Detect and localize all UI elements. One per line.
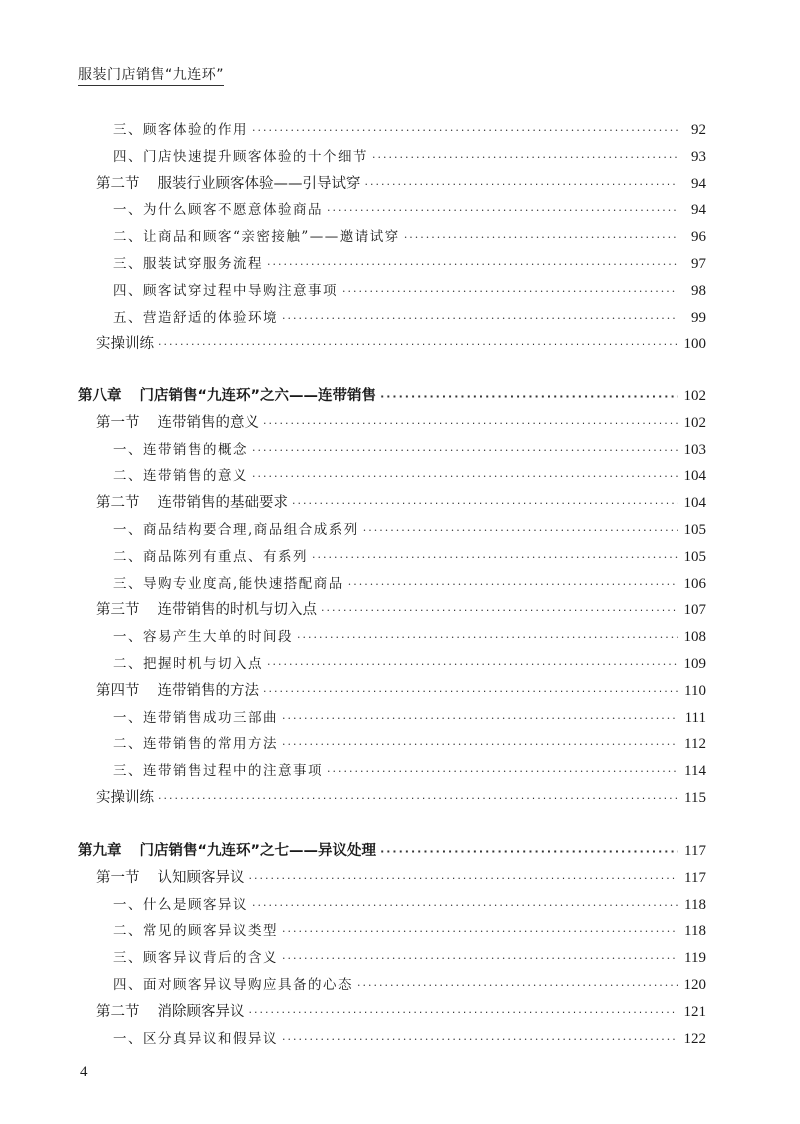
toc-entry-page: 112 (684, 736, 706, 753)
toc-entry-title: 连带销售的意义 (157, 414, 259, 431)
toc-entry-page: 106 (683, 575, 706, 592)
toc-entry-item[interactable] (78, 437, 706, 464)
toc-entry-page: 93 (691, 148, 706, 165)
toc-entry-title: 实操训练 (96, 789, 154, 806)
dot-leader (282, 919, 678, 946)
toc-entry-item[interactable] (78, 731, 706, 758)
toc-entry-chapter[interactable] (78, 838, 706, 865)
toc-entry-item[interactable] (78, 517, 706, 544)
toc-entry-item[interactable] (78, 1026, 706, 1053)
toc-entry-title: 一、连带销售成功三部曲 (113, 709, 278, 726)
toc-entry-item[interactable] (78, 278, 706, 305)
dot-leader (342, 279, 678, 306)
toc-entry-title: 三、服装试穿服务流程 (113, 255, 263, 272)
dot-leader (252, 464, 678, 491)
toc-entry-title: 连带销售的时机与切入点 (157, 602, 317, 619)
dot-leader (263, 411, 678, 438)
toc-entry-title: 连带销售的基础要求 (157, 495, 288, 512)
dot-leader (297, 625, 678, 652)
toc-entry-item[interactable] (78, 972, 706, 999)
toc-entry-page: 115 (684, 789, 706, 806)
toc-entry-item[interactable] (78, 197, 706, 224)
toc-entry-item[interactable] (78, 892, 706, 919)
dot-leader (365, 172, 679, 199)
toc-entry-title: 二、常见的顾客异议类型 (113, 923, 278, 940)
toc-entry-page: 108 (683, 629, 706, 646)
toc-entry-title: 二、商品陈列有重点、有系列 (113, 548, 308, 565)
toc-entry-title: 门店销售“九连环”之六——连带销售 (139, 388, 377, 404)
dot-leader (282, 732, 678, 759)
toc-entry-page: 111 (684, 709, 706, 726)
toc-entry-page: 104 (683, 468, 706, 485)
dot-leader (263, 679, 678, 706)
dot-leader (252, 438, 678, 465)
toc-entry-page: 102 (683, 388, 706, 404)
dot-leader (292, 491, 678, 518)
dot-leader (282, 306, 678, 333)
toc-entry-title: 实操训练 (96, 336, 154, 353)
toc-entry-page: 109 (683, 655, 706, 672)
toc-entry-title: 门店销售“九连环”之七——异议处理 (139, 843, 377, 859)
toc-entry-item[interactable] (78, 945, 706, 972)
toc-entry-item[interactable] (78, 463, 706, 490)
toc-entry-item[interactable] (78, 705, 706, 732)
toc-entry-item[interactable] (78, 117, 706, 144)
toc-entry-title: 三、顾客异议背后的含义 (113, 950, 278, 967)
toc-entry-page: 92 (691, 122, 706, 138)
toc-entry-number: 第八章 (78, 388, 122, 404)
toc-entry-practice[interactable] (78, 785, 706, 812)
toc-entry-page: 119 (684, 950, 706, 967)
toc-entry-number: 第一节 (96, 869, 140, 886)
page-number: 4 (80, 1064, 88, 1080)
dot-leader (327, 198, 678, 225)
toc-entry-title: 一、为什么顾客不愿意体验商品 (113, 202, 323, 219)
toc-entry-page: 120 (683, 976, 706, 993)
toc-entry-page: 94 (691, 202, 706, 219)
toc-entry-title: 一、什么是顾客异议 (113, 896, 248, 913)
dot-leader (348, 572, 678, 599)
toc-entry-title: 二、连带销售的常用方法 (113, 736, 278, 753)
toc-entry-page: 118 (684, 923, 706, 940)
running-header: 服装门店销售“九连环” (78, 64, 224, 86)
toc-entry-page: 122 (683, 1030, 706, 1047)
toc-entry-page: 114 (684, 763, 706, 780)
toc-entry-item[interactable] (78, 758, 706, 785)
toc-entry-title: 四、面对顾客异议导购应具备的心态 (113, 976, 353, 993)
toc-entry-title: 一、区分真异议和假异议 (113, 1030, 278, 1047)
dot-leader (363, 518, 678, 545)
dot-leader (267, 252, 678, 279)
dot-leader (158, 786, 678, 813)
dot-leader (267, 652, 678, 679)
toc-entry-title: 一、容易产生大单的时间段 (113, 629, 293, 646)
toc-entry-title: 三、顾客体验的作用 (113, 122, 248, 138)
dot-leader (249, 866, 679, 893)
toc-entry-page: 97 (691, 255, 706, 272)
toc-entry-number: 第三节 (96, 602, 140, 619)
toc-entry-title: 认知顾客异议 (157, 869, 245, 886)
dot-leader (380, 384, 678, 411)
toc-entry-item[interactable] (78, 624, 706, 651)
toc-entry-item[interactable] (78, 305, 706, 332)
toc-entry-title: 二、把握时机与切入点 (113, 655, 263, 672)
toc-entry-title: 四、顾客试穿过程中导购注意事项 (113, 282, 338, 299)
toc-group-chapter-8 (78, 383, 706, 812)
toc-entry-page: 110 (684, 682, 706, 699)
dot-leader (282, 1027, 678, 1054)
toc-entry-page: 105 (683, 548, 706, 565)
toc-entry-section[interactable] (78, 410, 706, 437)
toc-entry-number: 第二节 (96, 175, 140, 192)
toc-entry-title: 二、连带销售的意义 (113, 468, 248, 485)
toc-entry-section[interactable] (78, 678, 706, 705)
dot-leader (357, 973, 678, 1000)
toc-entry-section[interactable] (78, 597, 706, 624)
dot-leader (372, 145, 678, 172)
toc-entry-section[interactable] (78, 171, 706, 198)
toc-entry-chapter[interactable] (78, 383, 706, 410)
toc-entry-practice[interactable] (78, 331, 706, 358)
dot-leader (380, 839, 678, 866)
toc-group-1 (78, 117, 706, 358)
toc-group-chapter-9 (78, 838, 706, 1052)
toc-entry-section[interactable] (78, 490, 706, 517)
toc-entry-title: 三、连带销售过程中的注意事项 (113, 763, 323, 780)
toc-entry-number: 第一节 (96, 414, 140, 431)
toc-entry-page: 94 (691, 175, 706, 192)
toc-entry-page: 99 (691, 309, 706, 326)
toc-entry-page: 102 (683, 414, 706, 431)
toc-entry-title: 五、营造舒适的体验环境 (113, 309, 278, 326)
toc-entry-item[interactable] (78, 571, 706, 598)
toc-entry-item[interactable] (78, 918, 706, 945)
toc-entry-number: 第二节 (96, 495, 140, 512)
toc-entry-title: 二、让商品和顾客“亲密接触”——邀请试穿 (113, 229, 400, 246)
dot-leader (327, 759, 678, 786)
toc-entry-item[interactable] (78, 651, 706, 678)
toc-entry-item[interactable] (78, 224, 706, 251)
toc-entry-title: 四、门店快速提升顾客体验的十个细节 (113, 148, 368, 165)
toc-entry-title: 三、导购专业度高,能快速搭配商品 (113, 575, 344, 592)
toc-entry-item[interactable] (78, 144, 706, 171)
toc-entry-title: 服装行业顾客体验——引导试穿 (157, 175, 361, 192)
toc-entry-page: 118 (684, 896, 706, 913)
dot-leader (252, 893, 678, 920)
toc-entry-page: 104 (683, 495, 706, 512)
dot-leader (252, 118, 678, 145)
toc-entry-page: 121 (683, 1003, 706, 1020)
toc-entry-title: 连带销售的方法 (157, 682, 259, 699)
toc-entry-title: 消除顾客异议 (157, 1003, 245, 1020)
toc-entry-section[interactable] (78, 999, 706, 1026)
toc-entry-page: 117 (684, 869, 706, 886)
toc-entry-item[interactable] (78, 251, 706, 278)
toc-entry-page: 105 (683, 521, 706, 538)
dot-leader (282, 946, 678, 973)
toc-entry-title: 一、连带销售的概念 (113, 441, 248, 458)
toc-entry-section[interactable] (78, 865, 706, 892)
toc-entry-page: 96 (691, 229, 706, 246)
toc-entry-page: 100 (683, 336, 706, 353)
toc-entry-page: 98 (691, 282, 706, 299)
dot-leader (282, 706, 678, 733)
dot-leader (404, 225, 678, 252)
dot-leader (312, 545, 678, 572)
dot-leader (158, 332, 678, 359)
toc-entry-number: 第九章 (78, 843, 122, 859)
toc-entry-number: 第四节 (96, 682, 140, 699)
toc-entry-item[interactable] (78, 544, 706, 571)
dot-leader (321, 598, 678, 625)
toc-entry-number: 第二节 (96, 1003, 140, 1020)
toc-entry-page: 107 (683, 602, 706, 619)
toc-entry-title: 一、商品结构要合理,商品组合成系列 (113, 521, 359, 538)
toc-entry-page: 103 (683, 441, 706, 458)
toc-entry-page: 117 (684, 843, 706, 859)
dot-leader (249, 1000, 679, 1027)
